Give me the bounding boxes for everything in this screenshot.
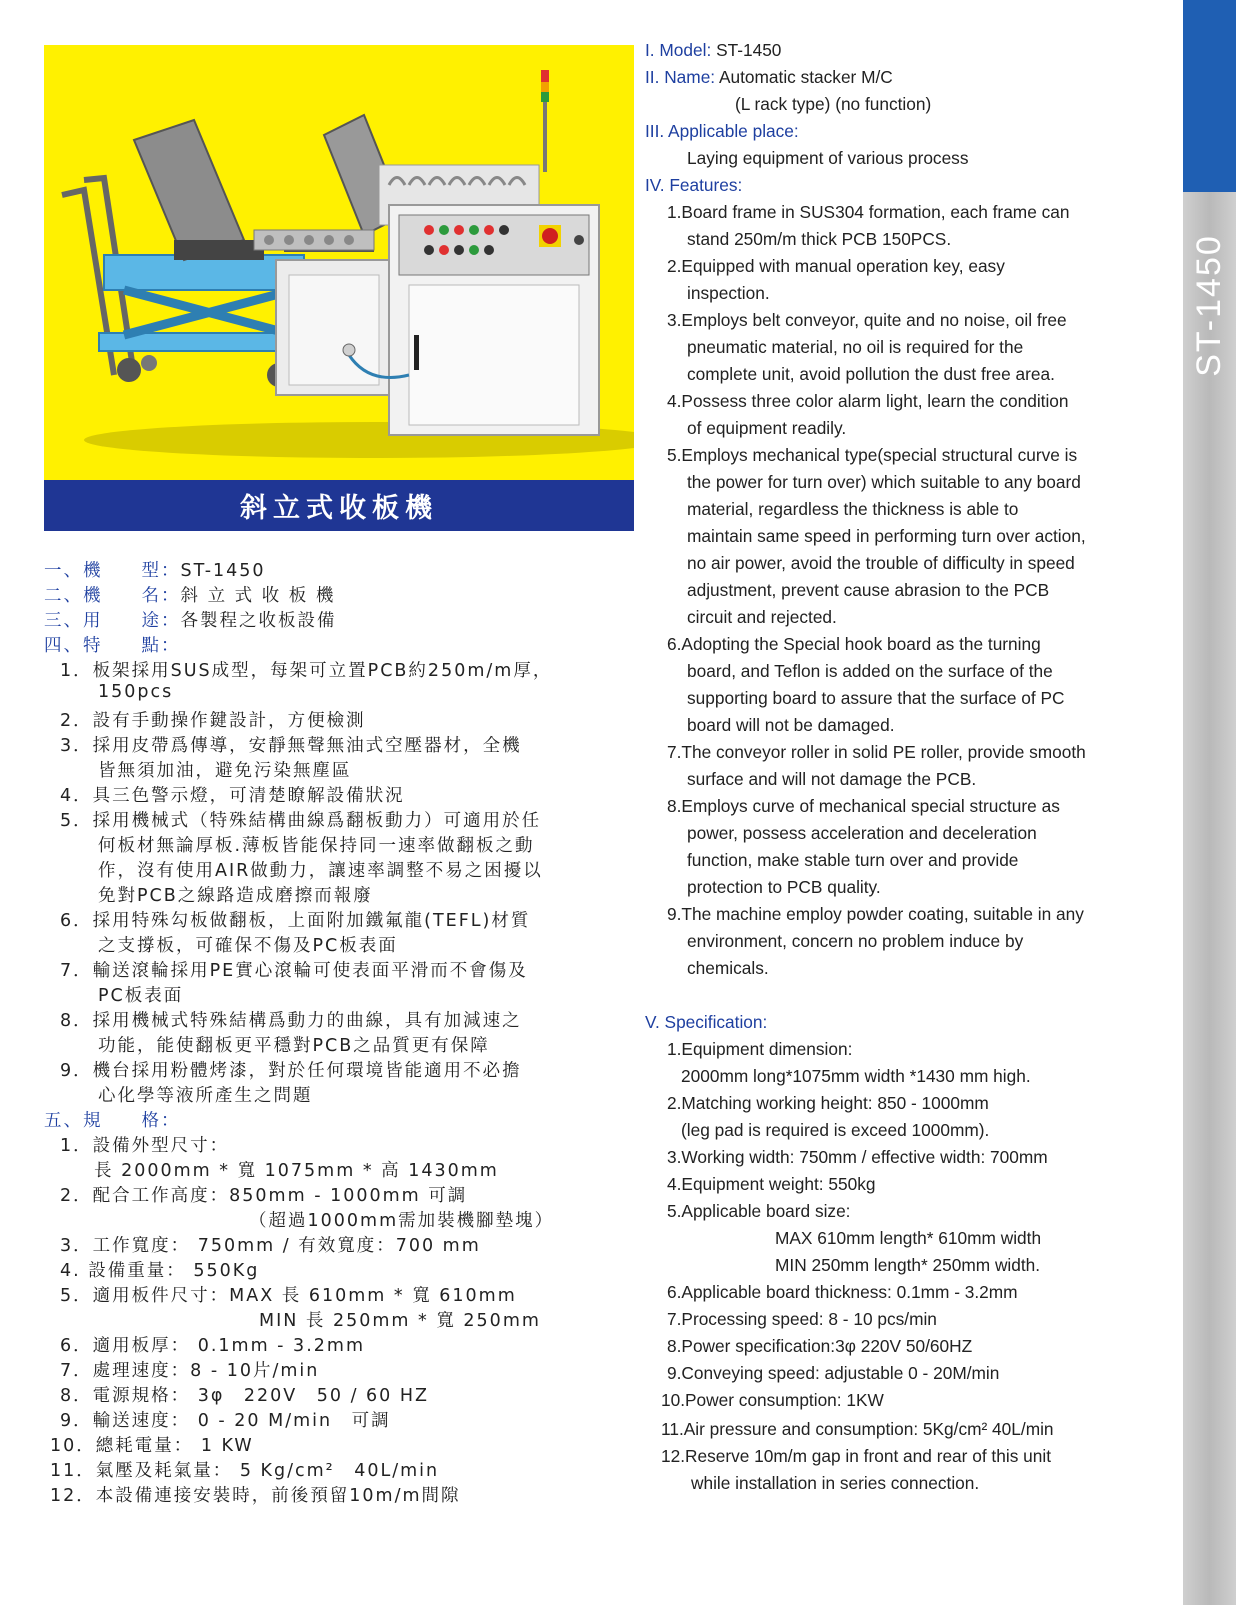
side-model-label: ST-1450: [1190, 233, 1228, 377]
en-feature-2-cont: inspection.: [687, 283, 770, 303]
en-feature-7-cont: surface and will not damage the PCB.: [687, 769, 977, 789]
en-spec-4: 4.Equipment weight: 550kg: [667, 1174, 876, 1194]
en-spec-7: 7.Processing speed: 8 - 10 pcs/min: [667, 1309, 937, 1329]
en-spec-1: 1.Equipment dimension:: [667, 1039, 853, 1059]
en-feature-6-cont2: supporting board to assure that the surface of PC: [687, 688, 1065, 708]
cn-spec-1: 1．設備外型尺寸：: [60, 1136, 230, 1156]
cn-feature-3-cont: 皆無須加油，避免污染無塵區: [98, 761, 352, 781]
cn-feature-5-cont1: 何板材無論厚板.薄板皆能保持同一速率做翻板之動: [98, 836, 535, 856]
cn-feature-1: 1．板架採用SUS成型，每架可立置PCB約250m/m厚，: [60, 661, 553, 681]
cn-feature-1-cont: 150pcs: [98, 682, 174, 702]
en-model-row: [645, 40, 781, 61]
cn-spec-5: 5．適用板件尺寸：MAX 長 610mm * 寬 610mm: [60, 1286, 517, 1306]
en-features-heading: IV. Features:: [645, 175, 743, 195]
en-feature-1-cont: stand 250m/m thick PCB 150PCS.: [687, 229, 952, 249]
en-feature-3-cont2: complete unit, avoid pollution the dust free area.: [687, 364, 1055, 384]
en-spec-11: 11.Air pressure and consumption: 5Kg/cm² 40L/min: [661, 1419, 1054, 1439]
cn-spec-6: 6．適用板厚： 0.1mm - 3.2mm: [60, 1336, 365, 1356]
en-spec-5-min: MIN 250mm length* 250mm width.: [775, 1255, 1041, 1275]
en-spec-8: 8.Power specification:3φ 220V 50/60HZ: [667, 1336, 973, 1356]
en-model-label: I. Model:: [645, 40, 712, 60]
cn-feature-6-cont: 之支撐板，可確保不傷及PC板表面: [98, 936, 398, 956]
cn-features-heading: 四、特 點：: [44, 636, 181, 656]
en-place-value: Laying equipment of various process: [687, 148, 969, 168]
en-feature-5-cont6: circuit and rejected.: [687, 607, 837, 627]
cn-feature-9-cont: 心化學等液所產生之問題: [98, 1086, 313, 1106]
product-photo-frame: [44, 45, 634, 531]
cn-use-value: 各製程之收板設備: [180, 611, 337, 631]
side-band-grey: [1183, 192, 1236, 1605]
photo-caption: 斜立式收板機: [44, 480, 634, 531]
cn-use-label: 三、用 途：: [44, 611, 181, 631]
cn-spec-2: 2．配合工作高度：850mm - 1000mm 可調: [60, 1186, 468, 1206]
cn-spec-8: 8．電源規格： 3φ 220V 50 / 60 HZ: [60, 1386, 430, 1406]
en-feature-6-cont3: board will not be damaged.: [687, 715, 895, 735]
en-feature-6-cont1: board, and Teflon is added on the surface of the: [687, 661, 1053, 681]
en-feature-9: 9.The machine employ powder coating, suitable in any: [667, 904, 1084, 924]
stacker-machine-illustration: [44, 45, 634, 480]
cn-spec-3: 3．工作寬度： 750mm / 有效寬度：700 mm: [60, 1236, 481, 1256]
en-spec-3: 3.Working width: 750mm / effective width: 700mm: [667, 1147, 1048, 1167]
en-feature-8-cont3: protection to PCB quality.: [687, 877, 881, 897]
cn-spec-heading: 五、規 格：: [44, 1111, 181, 1131]
cn-feature-5: 5．採用機械式（特殊結構曲線爲翻板動力）可適用於任: [60, 811, 542, 831]
cn-spec-1-cont: 長 2000mm * 寬 1075mm * 高 1430mm: [94, 1161, 499, 1181]
cn-feature-5-cont2: 作，沒有使用AIR做動力，讓速率調整不易之困擾以: [98, 861, 543, 881]
cn-name-row: [44, 582, 335, 607]
cn-spec-5-cont: MIN 長 250mm * 寬 250mm: [259, 1311, 541, 1331]
cn-feature-3: 3．採用皮帶爲傳導，安靜無聲無油式空壓器材，全機: [60, 736, 522, 756]
cn-name-value: 斜 立 式 收 板 機: [180, 586, 336, 606]
en-feature-7: 7.The conveyor roller in solid PE roller, provide smooth: [667, 742, 1086, 762]
cn-spec-10: 10．總耗電量： 1 KW: [50, 1436, 254, 1456]
en-spec-9: 9.Conveying speed: adjustable 0 - 20M/min: [667, 1363, 1000, 1383]
cn-use-row: [44, 607, 337, 632]
en-spec-heading: V. Specification:: [645, 1012, 768, 1032]
en-feature-5-cont1: the power for turn over) which suitable to any board: [687, 472, 1081, 492]
en-feature-8-cont1: power, possess acceleration and deceleration: [687, 823, 1037, 843]
cn-feature-2: 2．設有手動操作鍵設計，方便檢測: [60, 711, 366, 731]
en-feature-5-cont4: no air power, avoid the trouble of difficulty in speed: [687, 553, 1075, 573]
cn-model-value: ST-1450: [180, 561, 266, 581]
en-name-value: Automatic stacker M/C: [718, 67, 893, 87]
cn-spec-12: 12．本設備連接安裝時，前後預留10m/m間隙: [50, 1486, 461, 1506]
en-feature-8-cont2: function, make stable turn over and provide: [687, 850, 1019, 870]
cn-feature-6: 6．採用特殊勾板做翻板，上面附加鐵氟龍(TEFL)材質: [60, 911, 531, 931]
en-spec-2: 2.Matching working height: 850 - 1000mm: [667, 1093, 989, 1113]
cn-model-row: [44, 557, 266, 582]
en-feature-5-cont5: adjustment, prevent cause abrasion to the PCB: [687, 580, 1050, 600]
en-spec-5-max: MAX 610mm length* 610mm width: [775, 1228, 1042, 1248]
cn-feature-8-cont: 功能，能使翻板更平穩對PCB之品質更有保障: [98, 1036, 490, 1056]
en-feature-2: 2.Equipped with manual operation key, easy: [667, 256, 1005, 276]
en-feature-5: 5.Employs mechanical type(special structural curve is: [667, 445, 1078, 465]
en-feature-5-cont2: material, regardless the thickness is able to: [687, 499, 1019, 519]
side-band-blue: [1183, 0, 1236, 192]
en-feature-4: 4.Possess three color alarm light, learn the condition: [667, 391, 1069, 411]
en-name-row: [645, 67, 893, 88]
en-feature-8: 8.Employs curve of mechanical special structure as: [667, 796, 1060, 816]
cn-feature-7-cont: PC板表面: [98, 986, 184, 1006]
cn-spec-4: 4. 設備重量： 550Kg: [60, 1261, 260, 1281]
cn-feature-7: 7．輸送滾輪採用PE實心滾輪可使表面平滑而不會傷及: [60, 961, 528, 981]
en-feature-6: 6.Adopting the Special hook board as the turning: [667, 634, 1041, 654]
en-feature-3: 3.Employs belt conveyor, quite and no noise, oil free: [667, 310, 1067, 330]
en-name-value-cont: (L rack type) (no function): [735, 94, 932, 114]
cn-feature-9: 9．機台採用粉體烤漆，對於任何環境皆能適用不必擔: [60, 1061, 522, 1081]
cn-spec-7: 7．處理速度：8 - 10片/min: [60, 1361, 320, 1381]
en-spec-10: 10.Power consumption: 1KW: [661, 1390, 884, 1410]
en-spec-6: 6.Applicable board thickness: 0.1mm - 3.2mm: [667, 1282, 1018, 1302]
cn-spec-9: 9．輸送速度： 0 - 20 M/min 可調: [60, 1411, 391, 1431]
en-feature-4-cont: of equipment readily.: [687, 418, 847, 438]
en-feature-9-cont1: environment, concern no problem induce by: [687, 931, 1024, 951]
cn-feature-5-cont3: 免對PCB之線路造成磨擦而報廢: [98, 886, 373, 906]
en-name-label: II. Name:: [645, 67, 716, 87]
en-feature-5-cont3: maintain same speed in performing turn over action,: [687, 526, 1086, 546]
en-spec-5: 5.Applicable board size:: [667, 1201, 851, 1221]
cn-spec-2-cont: （超過1000mm需加裝機腳墊塊）: [249, 1211, 555, 1231]
en-feature-9-cont2: chemicals.: [687, 958, 769, 978]
en-spec-12: 12.Reserve 10m/m gap in front and rear of this unit: [661, 1446, 1051, 1466]
en-spec-1-cont: 2000mm long*1075mm width *1430 mm high.: [681, 1066, 1031, 1086]
en-spec-2-cont: (leg pad is required is exceed 1000mm).: [681, 1120, 990, 1140]
en-place-heading: III. Applicable place:: [645, 121, 799, 141]
cn-feature-8: 8．採用機械式特殊結構爲動力的曲線，具有加減速之: [60, 1011, 522, 1031]
cn-feature-4: 4．具三色警示燈，可清楚瞭解設備狀況: [60, 786, 405, 806]
en-feature-1: 1.Board frame in SUS304 formation, each frame can: [667, 202, 1070, 222]
en-spec-12-cont: while installation in series connection.: [691, 1473, 980, 1493]
cn-spec-11: 11．氣壓及耗氣量： 5 Kg/cm² 40L/min: [50, 1461, 440, 1481]
product-photo: [44, 45, 634, 480]
en-feature-3-cont1: pneumatic material, no oil is required for the: [687, 337, 1024, 357]
en-model-value: ST-1450: [716, 40, 782, 60]
cn-model-label: 一、機 型：: [44, 561, 181, 581]
cn-name-label: 二、機 名：: [44, 586, 181, 606]
